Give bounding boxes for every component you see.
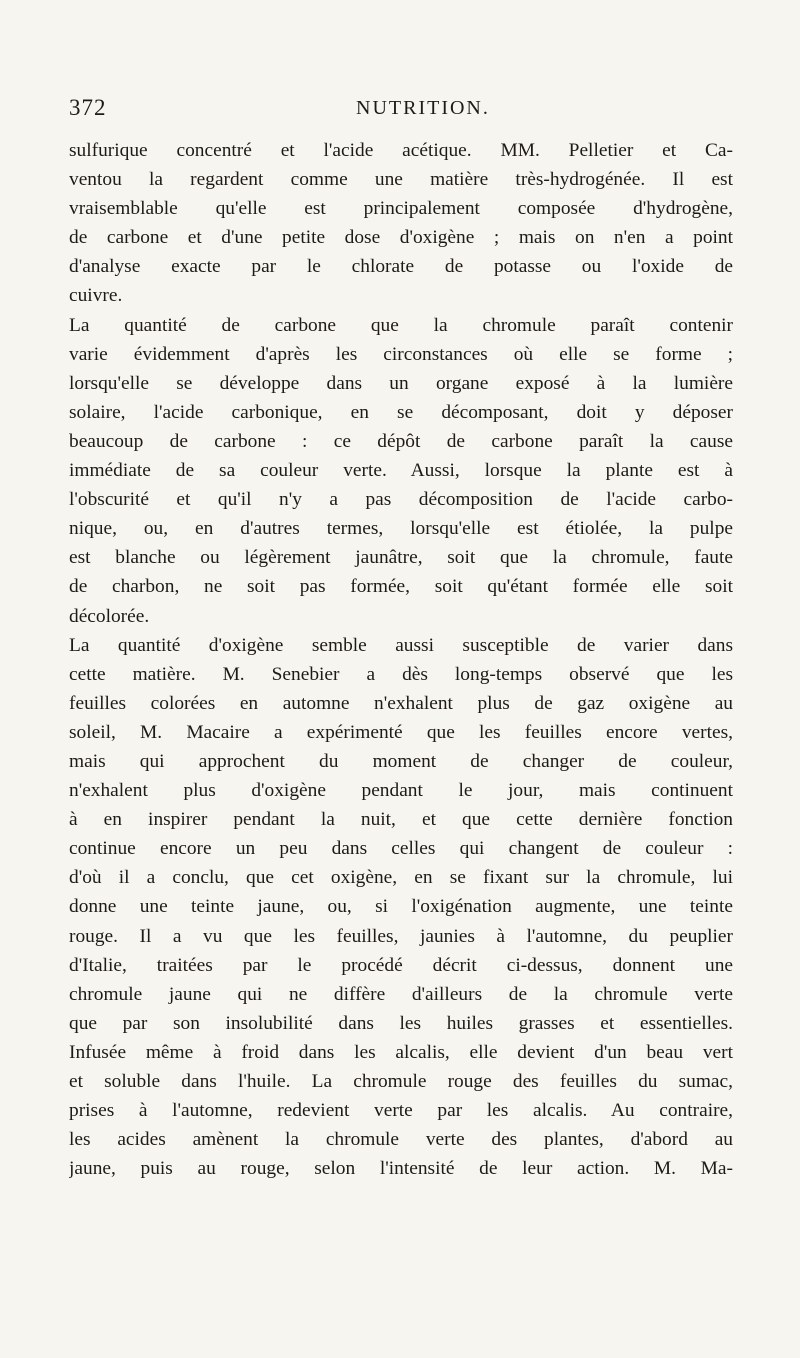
text-line: est blanche ou légèrement jaunâtre, soit que la chromule, faute: [69, 547, 733, 569]
text-line: prises à l'automne, redevient verte par les alcalis. Au contraire,: [69, 1100, 733, 1122]
text-line: cuivre.: [69, 285, 123, 307]
text-line: l'obscurité et qu'il n'y a pas décomposition de l'acide carbo-: [69, 489, 733, 511]
text-line: mais qui approchent du moment de changer de couleur,: [69, 750, 733, 772]
text-line: solaire, l'acide carbonique, en se décomposant, doit y déposer: [69, 401, 733, 423]
text-line: nique, ou, en d'autres termes, lorsqu'elle est étiolée, la pulpe: [69, 518, 733, 540]
text-line: sulfurique concentré et l'acide acétique. MM. Pelletier et Ca-: [69, 140, 733, 161]
text-line: vraisemblable qu'elle est principalement composée d'hydrogène,: [69, 198, 733, 220]
text-line: rouge. Il a vu que les feuilles, jaunies à l'automne, du peuplier: [69, 925, 733, 947]
text-line: lorsqu'elle se développe dans un organe exposé à la lumière: [69, 372, 733, 394]
page-number: 372: [69, 95, 107, 120]
text-line: d'analyse exacte par le chlorate de potasse ou l'oxide de: [69, 256, 733, 278]
text-line: d'où il a conclu, que cet oxigène, en se fixant sur la chromule, lui: [69, 867, 733, 889]
text-line: n'exhalent plus d'oxigène pendant le jour, mais continuent: [69, 780, 733, 802]
text-line: à en inspirer pendant la nuit, et que cette dernière fonction: [69, 809, 733, 831]
text-line: et soluble dans l'huile. La chromule rouge des feuilles du sumac,: [69, 1071, 733, 1092]
text-line: jaune, puis au rouge, selon l'intensité de leur action. M. Ma-: [69, 1158, 733, 1180]
text-line: décolorée.: [69, 605, 150, 627]
page-header: [0, 95, 800, 135]
body-text: [69, 136, 733, 1183]
text-line: Infusée même à froid dans les alcalis, elle devient d'un beau vert: [69, 1041, 733, 1063]
text-line: feuilles colorées en automne n'exhalent plus de gaz oxigène au: [69, 692, 733, 714]
text-line: que par son insolubilité dans les huiles grasses et essentielles.: [69, 1012, 733, 1034]
text-line: de carbone et d'une petite dose d'oxigène ; mais on n'en a point: [69, 227, 733, 249]
text-line: de charbon, ne soit pas formée, soit qu'étant formée elle soit: [69, 576, 733, 598]
text-line: soleil, M. Macaire a expérimenté que les feuilles encore vertes,: [69, 721, 733, 743]
text-line: les acides amènent la chromule verte des plantes, d'abord au: [69, 1129, 733, 1151]
text-line: chromule jaune qui ne diffère d'ailleurs de la chromule verte: [69, 983, 733, 1005]
text-line: immédiate de sa couleur verte. Aussi, lorsque la plante est à: [69, 460, 733, 482]
text-line: varie évidemment d'après les circonstances où elle se forme ;: [69, 343, 733, 365]
text-line: donne une teinte jaune, ou, si l'oxigénation augmente, une teinte: [69, 896, 733, 918]
text-line: La quantité de carbone que la chromule paraît contenir: [69, 314, 733, 336]
running-title: NUTRITION.: [356, 97, 490, 119]
text-line: beaucoup de carbone : ce dépôt de carbone paraît la cause: [69, 430, 733, 452]
text-line: cette matière. M. Senebier a dès long-temps observé que les: [69, 663, 733, 685]
text-line: ventou la regardent comme une matière très-hydrogénée. Il est: [69, 169, 733, 191]
text-line: continue encore un peu dans celles qui changent de couleur :: [69, 838, 733, 860]
text-line: La quantité d'oxigène semble aussi susceptible de varier dans: [69, 634, 733, 656]
text-line: d'Italie, traitées par le procédé décrit ci-dessus, donnent une: [69, 954, 733, 976]
